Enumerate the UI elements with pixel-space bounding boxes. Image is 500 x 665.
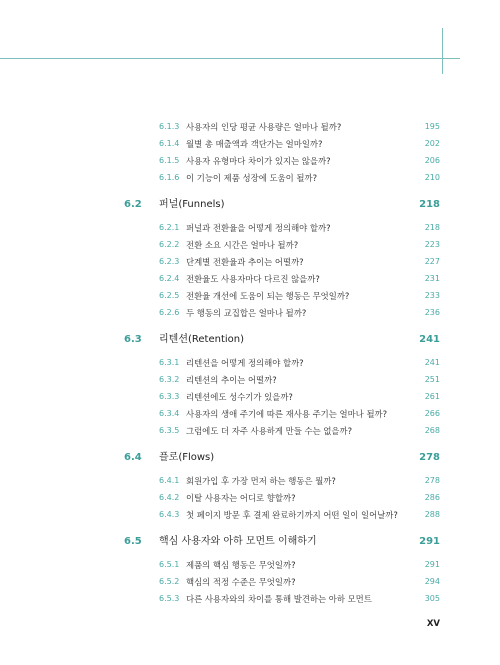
entry-title: 이 기능이 제품 성장에 도움이 될까? xyxy=(186,173,318,183)
section-page-number: 278 xyxy=(419,452,440,463)
toc-entry-row[interactable] xyxy=(0,574,500,590)
entry-number: 6.4.3 xyxy=(159,510,180,519)
toc-entry-row[interactable] xyxy=(0,170,500,186)
entry-title: 핵심의 적정 수준은 무엇일까? xyxy=(186,577,296,587)
entry-page-number: 236 xyxy=(424,308,440,317)
entry-page-number: 294 xyxy=(424,577,440,586)
entry-title: 전환 소요 시간은 얼마나 될까? xyxy=(186,240,299,250)
entry-page-number: 305 xyxy=(424,594,440,603)
entry-number: 6.2.5 xyxy=(159,291,180,300)
entry-page-number: 261 xyxy=(424,392,440,401)
entry-page-number: 233 xyxy=(424,291,440,300)
entry-page-number: 241 xyxy=(424,358,440,367)
entry-number: 6.1.4 xyxy=(159,139,180,148)
toc-entry-row[interactable] xyxy=(0,490,500,506)
entry-title: 사용자 유형마다 차이가 있지는 않을까? xyxy=(186,156,331,166)
entry-title: 리텐션을 어떻게 정의해야 할까? xyxy=(186,358,304,368)
toc-entry-row[interactable] xyxy=(0,271,500,287)
toc-entry-row[interactable] xyxy=(0,591,500,607)
entry-title: 이탈 사용자는 어디로 향할까? xyxy=(186,493,296,503)
entry-number: 6.5.2 xyxy=(159,577,180,586)
entry-page-number: 218 xyxy=(424,223,440,232)
entry-title: 다른 사용자와의 차이를 통해 발견하는 아하 모먼트 xyxy=(186,594,372,604)
toc-entry-row[interactable] xyxy=(0,220,500,236)
entry-title: 사용자의 인당 평균 사용량은 얼마나 될까? xyxy=(186,122,342,132)
entry-number: 6.5.1 xyxy=(159,560,180,569)
entry-number: 6.5.3 xyxy=(159,594,180,603)
entry-title: 사용자의 생애 주기에 따른 재사용 주기는 얼마나 될까? xyxy=(186,409,388,419)
entry-title: 제품의 핵심 행동은 무엇일까? xyxy=(186,560,296,570)
entry-title: 퍼널과 전환율을 어떻게 정의해야 할까? xyxy=(186,223,331,233)
section-page-number: 291 xyxy=(419,536,440,547)
entry-number: 6.2.1 xyxy=(159,223,180,232)
entry-number: 6.1.3 xyxy=(159,122,180,131)
toc-section-row[interactable] xyxy=(0,450,500,466)
toc-entry-row[interactable] xyxy=(0,557,500,573)
entry-page-number: 231 xyxy=(424,274,440,283)
entry-page-number: 210 xyxy=(424,173,440,182)
entry-number: 6.3.1 xyxy=(159,358,180,367)
entry-page-number: 202 xyxy=(424,139,440,148)
entry-page-number: 291 xyxy=(424,560,440,569)
toc-entry-row[interactable] xyxy=(0,288,500,304)
entry-number: 6.2.2 xyxy=(159,240,180,249)
entry-number: 6.3.2 xyxy=(159,375,180,384)
toc-entry-row[interactable] xyxy=(0,119,500,135)
entry-number: 6.4.2 xyxy=(159,493,180,502)
entry-page-number: 251 xyxy=(424,375,440,384)
entry-page-number: 266 xyxy=(424,409,440,418)
entry-number: 6.2.3 xyxy=(159,257,180,266)
section-page-number: 218 xyxy=(419,199,440,210)
entry-page-number: 286 xyxy=(424,493,440,502)
toc-entry-row[interactable] xyxy=(0,355,500,371)
entry-title: 두 행동의 교집합은 얼마나 될까? xyxy=(186,308,307,318)
section-number: 6.2 xyxy=(124,199,142,210)
entry-number: 6.2.6 xyxy=(159,308,180,317)
entry-title: 전환율 개선에 도움이 되는 행동은 무엇일까? xyxy=(186,291,350,301)
entry-title: 전환율도 사용자마다 다르진 않을까? xyxy=(186,274,320,284)
toc-entry-row[interactable] xyxy=(0,237,500,253)
section-title: 리텐션(Retention) xyxy=(159,334,245,345)
section-title: 핵심 사용자와 아하 모먼트 이해하기 xyxy=(159,536,317,547)
entry-page-number: 268 xyxy=(424,426,440,435)
entry-title: 리텐션의 추이는 어떨까? xyxy=(186,375,277,385)
entry-page-number: 278 xyxy=(424,476,440,485)
toc-entry-row[interactable] xyxy=(0,507,500,523)
entry-page-number: 223 xyxy=(424,240,440,249)
toc-entry-row[interactable] xyxy=(0,372,500,388)
section-title: 퍼널(Funnels) xyxy=(159,199,225,210)
entry-title: 단계별 전환율과 추이는 어떨까? xyxy=(186,257,304,267)
toc-section-row[interactable] xyxy=(0,332,500,348)
page-number: XV xyxy=(426,619,440,629)
entry-title: 첫 페이지 방문 후 결제 완료하기까지 어떤 일이 일어날까? xyxy=(186,510,398,520)
toc-entry-row[interactable] xyxy=(0,389,500,405)
entry-title: 그럼에도 더 자주 사용하게 만들 수는 없을까? xyxy=(186,426,353,436)
toc-entry-row[interactable] xyxy=(0,153,500,169)
section-number: 6.5 xyxy=(124,536,142,547)
toc-section-row[interactable] xyxy=(0,534,500,550)
entry-number: 6.2.4 xyxy=(159,274,180,283)
toc-entry-row[interactable] xyxy=(0,406,500,422)
section-title: 플로(Flows) xyxy=(159,452,215,463)
entry-title: 회원가입 후 가장 먼저 하는 행동은 뭘까? xyxy=(186,476,336,486)
entry-number: 6.3.5 xyxy=(159,426,180,435)
section-number: 6.3 xyxy=(124,334,142,345)
toc-entry-row[interactable] xyxy=(0,473,500,489)
toc-section-row[interactable] xyxy=(0,197,500,213)
entry-number: 6.1.5 xyxy=(159,156,180,165)
entry-number: 6.1.6 xyxy=(159,173,180,182)
entry-number: 6.3.3 xyxy=(159,392,180,401)
entry-title: 리텐션에도 성수기가 있을까? xyxy=(186,392,293,402)
toc-entry-row[interactable] xyxy=(0,136,500,152)
section-number: 6.4 xyxy=(124,452,142,463)
toc-entry-row[interactable] xyxy=(0,254,500,270)
section-page-number: 241 xyxy=(419,334,440,345)
entry-page-number: 288 xyxy=(424,510,440,519)
toc-entry-row[interactable] xyxy=(0,305,500,321)
toc-entry-row[interactable] xyxy=(0,423,500,439)
entry-page-number: 195 xyxy=(424,122,440,131)
entry-number: 6.4.1 xyxy=(159,476,180,485)
entry-number: 6.3.4 xyxy=(159,409,180,418)
entry-title: 월별 총 매출액과 객단가는 얼마일까? xyxy=(186,139,323,149)
entry-page-number: 206 xyxy=(424,156,440,165)
entry-page-number: 227 xyxy=(424,257,440,266)
